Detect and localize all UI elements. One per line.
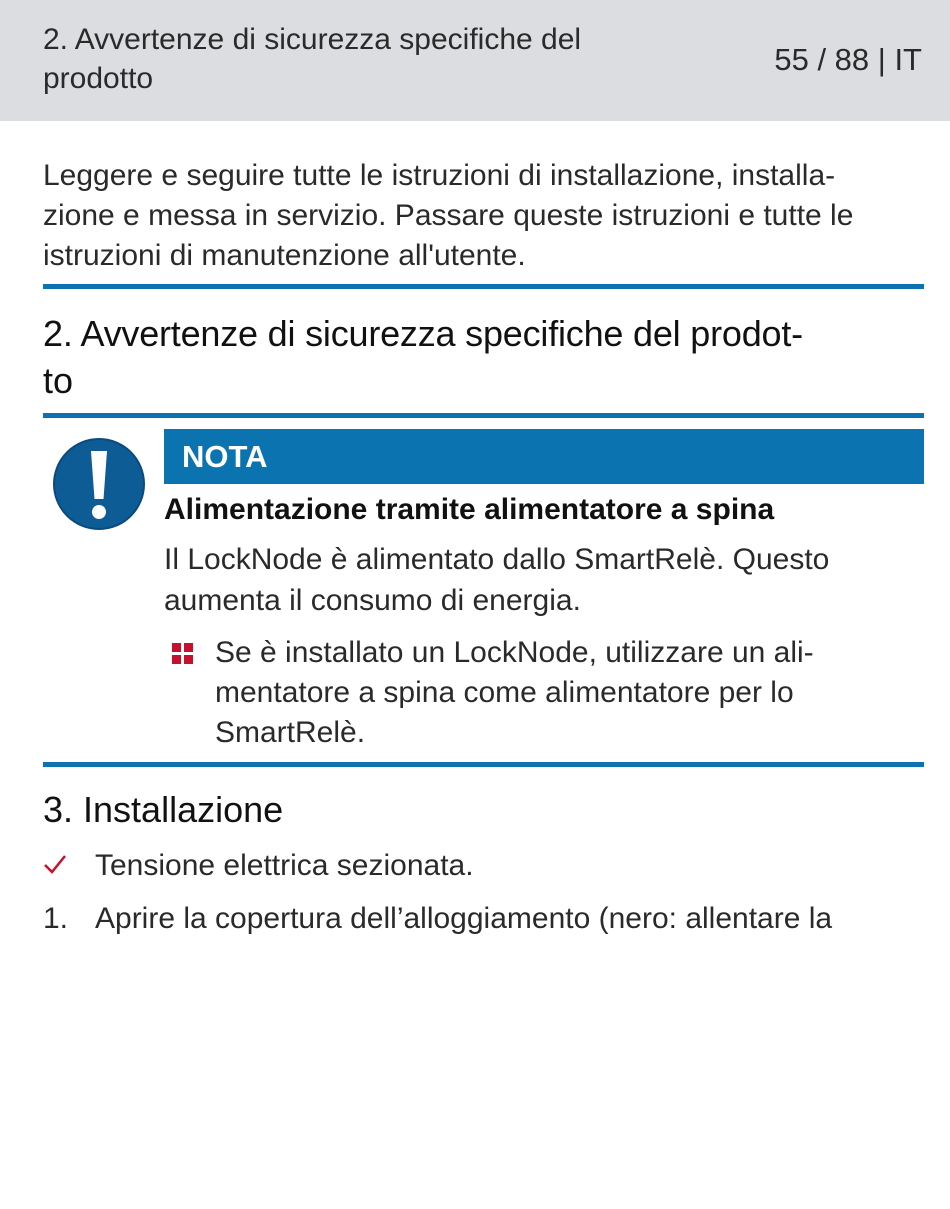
- checkmark-icon: [43, 852, 67, 876]
- bullet-line: Se è installato un LockNode, utilizzare un ali-: [215, 636, 814, 669]
- step-text: Aprire la copertura dell’alloggiamento (nero: allentare la: [95, 902, 833, 935]
- red-square-bullet-icon: [172, 643, 193, 664]
- note-body-line: Il LockNode è alimentato dallo SmartRelè. Questo: [164, 543, 830, 576]
- exclamation-icon: [52, 437, 146, 531]
- note-banner: [164, 429, 924, 484]
- section-divider: [43, 284, 924, 289]
- intro-line: Leggere e seguire tutte le istruzioni di installazione, installa-: [43, 159, 836, 192]
- intro-line: zione e messa in servizio. Passare queste istruzioni e tutte le: [43, 199, 854, 232]
- section-divider: [43, 413, 924, 418]
- note-body-line: aumenta il consumo di energia.: [164, 584, 581, 617]
- header-title-line: prodotto: [43, 62, 154, 95]
- note-subtitle: Alimentazione tramite alimentatore a spina: [164, 493, 775, 526]
- note-bullet-item: [215, 633, 920, 753]
- precondition-text: Tensione elettrica sezionata.: [95, 849, 474, 882]
- note-label: NOTA: [182, 439, 268, 474]
- header-title-line: 2. Avvertenze di sicurezza specifiche del: [43, 23, 582, 56]
- bullet-line: mentatore a spina come alimentatore per lo: [215, 676, 794, 709]
- heading-line: to: [43, 360, 74, 401]
- section-divider: [43, 762, 924, 767]
- page-indicator: 55 / 88 | IT: [774, 42, 922, 77]
- section-2-heading: [43, 310, 923, 404]
- heading-line: 2. Avvertenze di sicurezza specifiche del prodot-: [43, 313, 803, 354]
- header-section-title: [43, 20, 683, 98]
- intro-line: istruzioni di manutenzione all'utente.: [43, 239, 526, 272]
- step-number: 1.: [43, 902, 69, 935]
- section-3-heading: 3. Installazione: [43, 789, 284, 830]
- bullet-line: SmartRelè.: [215, 716, 366, 749]
- page-header: [0, 0, 950, 121]
- intro-paragraph: [43, 156, 923, 276]
- note-body: [164, 539, 924, 621]
